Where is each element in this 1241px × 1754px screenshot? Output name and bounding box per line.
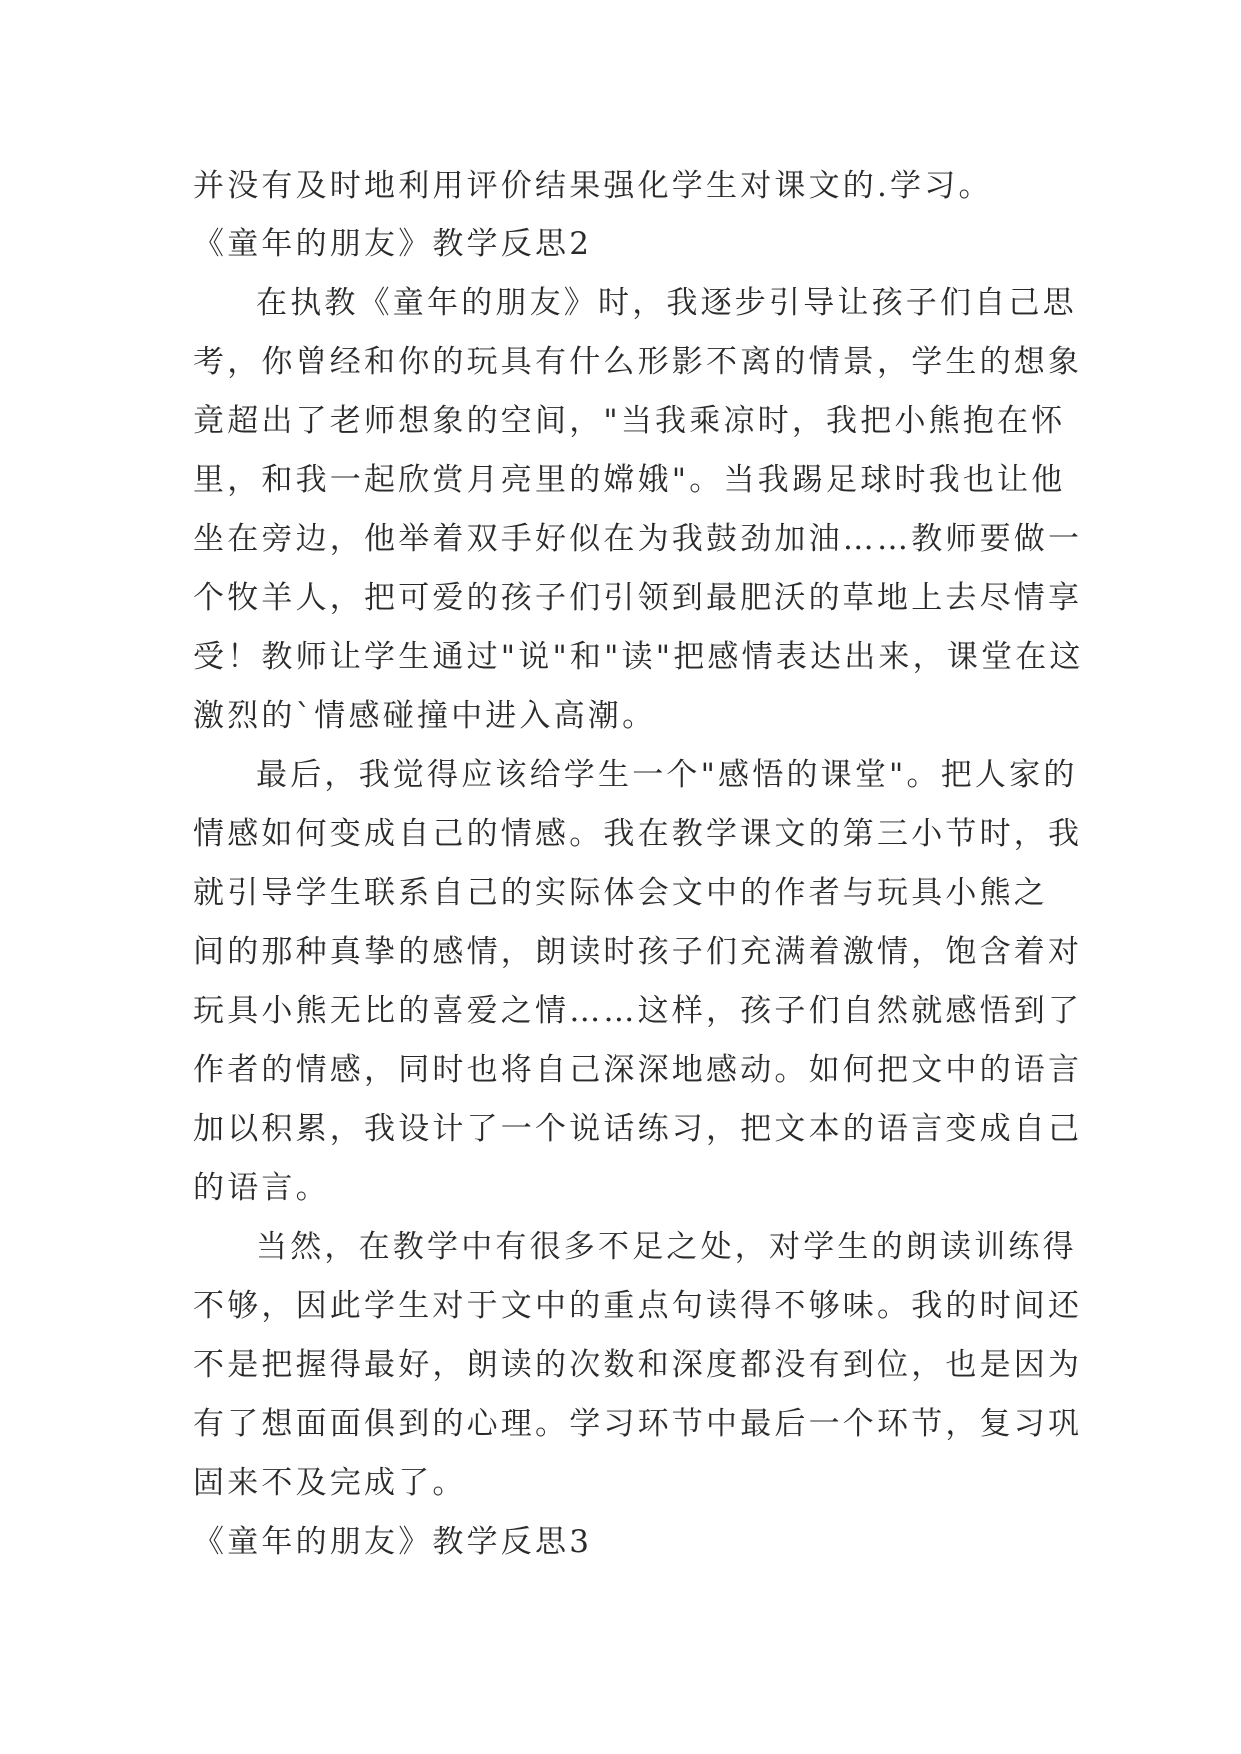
paragraph-line: 玩具小熊无比的喜爱之情……这样，孩子们自然就感悟到了 [193,993,1083,1029]
paragraph-line: 激烈的`情感碰撞中进入高潮。 [193,698,657,734]
paragraph-line: 竟超出了老师想象的空间，"当我乘凉时，我把小熊抱在怀 [193,403,1066,439]
text-line: 并没有及时地利用评价结果强化学生对课文的.学习。 [193,168,993,204]
paragraph-line: 不是把握得最好，朗读的次数和深度都没有到位，也是因为 [193,1347,1083,1383]
paragraph-line: 间的那种真挚的感情，朗读时孩子们充满着激情，饱含着对 [193,934,1083,970]
paragraph-line: 个牧羊人，把可爱的孩子们引领到最肥沃的草地上去尽情享 [193,580,1083,616]
paragraph-line: 就引导学生联系自己的实际体会文中的作者与玩具小熊之 [193,875,1048,911]
paragraph-line: 受！教师让学生通过"说"和"读"把感情表达出来，课堂在这 [193,639,1084,675]
paragraph-line: 里，和我一起欣赏月亮里的嫦娥"。当我踢足球时我也让他 [193,462,1066,498]
paragraph-line: 不够，因此学生对于文中的重点句读得不够味。我的时间还 [193,1288,1083,1324]
paragraph-line: 最后，我觉得应该给学生一个"感悟的课堂"。把人家的 [256,757,1078,793]
paragraph-line: 作者的情感，同时也将自己深深地感动。如何把文中的语言 [193,1052,1083,1088]
paragraph-line: 坐在旁边，他举着双手好似在为我鼓劲加油……教师要做一 [193,521,1083,557]
paragraph-line: 当然，在教学中有很多不足之处，对学生的朗读训练得 [256,1229,1077,1265]
paragraph-line: 固来不及完成了。 [193,1465,467,1501]
paragraph-line: 有了想面面俱到的心理。学习环节中最后一个环节，复习巩 [193,1406,1083,1442]
paragraph-line: 情感如何变成自己的情感。我在教学课文的第三小节时，我 [193,816,1083,852]
paragraph-line: 加以积累，我设计了一个说话练习，把文本的语言变成自己 [193,1111,1083,1147]
section-heading: 《童年的朋友》教学反思2 [193,226,593,262]
section-heading: 《童年的朋友》教学反思3 [193,1524,593,1560]
paragraph-line: 考，你曾经和你的玩具有什么形影不离的情景，学生的想象 [193,344,1083,380]
paragraph-line: 在执教《童年的朋友》时，我逐步引导让孩子们自己思 [256,285,1077,321]
paragraph-line: 的语言。 [193,1170,330,1206]
